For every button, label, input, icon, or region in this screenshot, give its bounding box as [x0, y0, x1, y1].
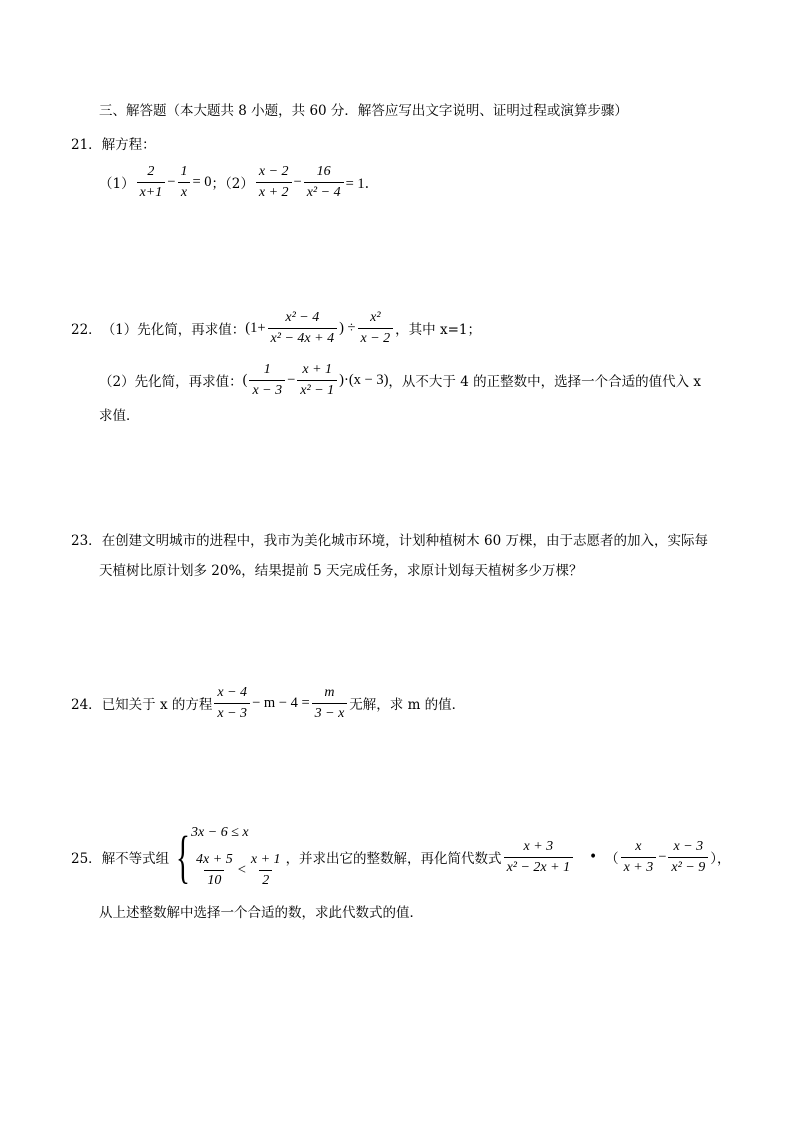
q21-fraction-4: $\frac{16}{\text{x² − 4}}$ [304, 164, 344, 201]
q25-inequality-system: 3x − 6 ≤ x $\frac{4x + 5}{10}$ < $\frac{x + 1}{2}$ [191, 825, 286, 889]
q21-part1-label: （1） [99, 176, 135, 192]
q25-fraction-2: $\frac{x + 1}{2}$ [250, 852, 281, 888]
q24-fraction-2: $\frac{m}{3 - x}$ [312, 685, 348, 722]
q21-stem [71, 139, 156, 153]
q25-line-2: 从上述整数解中选择一个合适的数，求此代数式的值． [99, 905, 423, 921]
q25-inequality-1: 3x − 6 ≤ x [191, 825, 249, 840]
q22-part1-tail: ，其中 x=1； [395, 322, 481, 338]
q22-fraction-2: $\frac{\text{x²}}{x - 2}$ [358, 310, 394, 347]
q21-text: 解方程： [101, 137, 156, 153]
q21-fraction-3: $\frac{x - 2}{x + 2}$ [256, 164, 292, 201]
q25-fraction-5: $\frac{x - 3}{\text{x² − 9}}$ [668, 839, 708, 876]
q25-number: 25． [71, 851, 102, 867]
q21-eq1-rhs: = 0 [192, 173, 212, 190]
q23-number: 23． [71, 533, 102, 549]
q24-number: 24． [71, 697, 102, 713]
q22-fraction-4: $\frac{x + 1}{\text{x² − 1}}$ [297, 362, 337, 399]
q21-equations: （1） $\frac{2}{x+1}$ − $\frac{1}{x}$ = 0 ；（2） $\frac{x - 2}{x + 2}$ − $\frac{16}{\text{x² − 4}}$ = 1． [99, 163, 380, 200]
q21-fraction-2: $\frac{1}{x}$ [177, 164, 190, 201]
q22-part2-tail: ，从不大于 4 的正整数中，选择一个合适的值代入 x [388, 374, 701, 390]
q25-fraction-1: $\frac{4x + 5}{10}$ [196, 852, 233, 888]
q23-line-1: 23．在创建文明城市的进程中，我市为美化城市环境，计划种植树木 60 万棵，由于志愿者的加入，实际每 [71, 533, 708, 549]
q21-part2-label: ；（2） [211, 176, 254, 192]
q25: 25． 解不等式组 { 3x − 6 ≤ x $\frac{4x + 5}{10}$ < $\frac{x + 1}{2}$ ，并求出它的整数解，再化简代数式 $\frac{x + 3}{\text{x² − 2x + 1}}$ • （ $\frac{x}{x + 3}$ − $\frac{x - 3}{\text{x² − 9}}$ ）， [71, 824, 731, 889]
q22-part2: （2）先化简，再求值： ( $\frac{1}{x - 3}$ − $\frac{x + 1}{\text{x² − 1}}$ )·(x − 3) ，从不大于 4 的正整数中，选择一个合适的值代入 x [99, 361, 701, 398]
q25-fraction-3: $\frac{x + 3}{\text{x² − 2x + 1}}$ [504, 839, 574, 876]
q23-line-2: 天植树比原计划多 20%，结果提前 5 天完成任务，求原计划每天植树多少万棵？ [99, 563, 583, 579]
q25-fraction-4: $\frac{x}{x + 3}$ [621, 839, 657, 876]
q22-fraction-3: $\frac{1}{x - 3}$ [249, 362, 285, 399]
q22-part1-label: （1）先化简，再求值： [101, 322, 246, 338]
q21-eq2-rhs: = 1． [345, 175, 380, 192]
q24-fraction-1: $\frac{x - 4}{x - 3}$ [214, 685, 250, 722]
left-brace-icon: { [176, 824, 191, 889]
q22-fraction-1: $\frac{\text{x² − 4}}{\text{x² − 4x + 4}}$ [268, 310, 338, 347]
q22-part2-label: （2）先化简，再求值： [99, 374, 243, 390]
q22-part1: 22． （1）先化简，再求值： (1+ $\frac{\text{x² − 4}}{\text{x² − 4x + 4}}$ ) ÷ $\frac{\text{x²}}{x - 2}$ ，其中 x=1； [71, 309, 481, 346]
q21-fraction-1: $\frac{2}{x+1}$ [137, 164, 166, 201]
section-heading: 三、解答题（本大题共 8 小题，共 60 分．解答应写出文字说明、证明过程或演算步骤） [99, 103, 628, 119]
q22-number: 22． [71, 322, 102, 338]
q21-number: 21． [71, 137, 102, 153]
q24: 24． 已知关于 x 的方程 $\frac{x - 4}{x - 3}$ − m − 4 = $\frac{m}{3 - x}$ 无解，求 m 的值． [71, 684, 466, 721]
q22-part2-continued: 求值． [99, 408, 140, 424]
